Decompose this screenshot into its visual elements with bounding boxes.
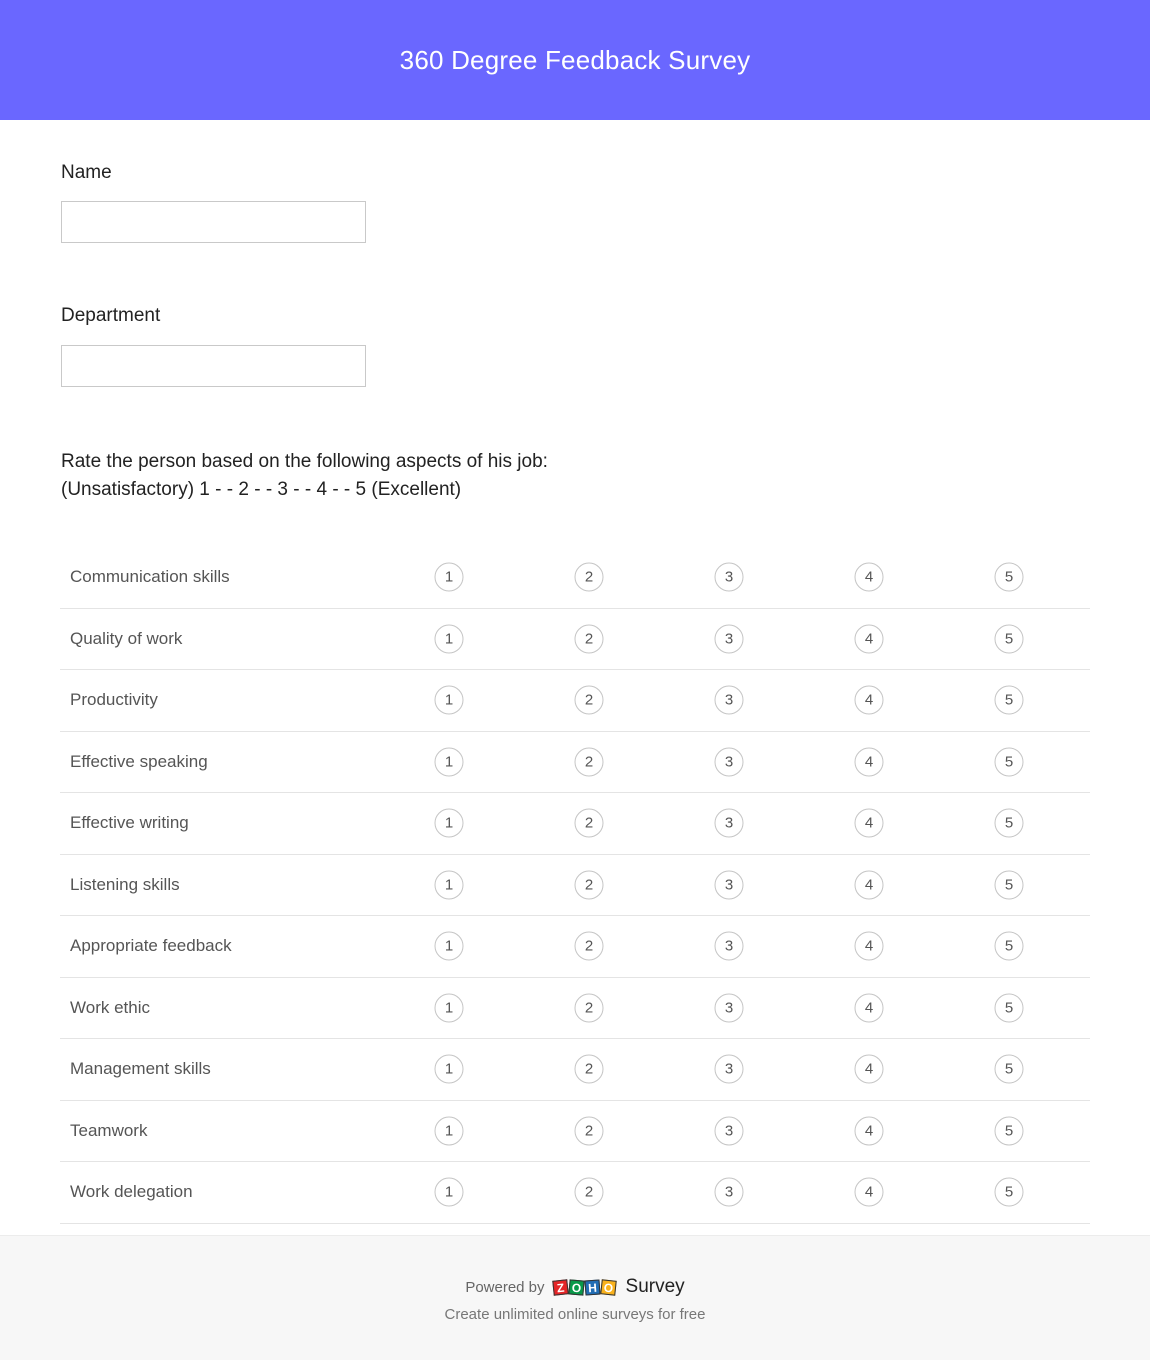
rating-option-3[interactable]: 3: [715, 1178, 744, 1207]
rating-option-4[interactable]: 4: [855, 870, 884, 899]
matrix-row: [60, 793, 1090, 855]
row-label: Work ethic: [70, 997, 150, 1017]
rating-option-2[interactable]: 2: [575, 1116, 604, 1145]
rating-option-1[interactable]: 1: [435, 747, 464, 776]
survey-header: [0, 0, 1150, 120]
rating-option-5[interactable]: 5: [995, 1116, 1024, 1145]
rating-option-5[interactable]: 5: [995, 1055, 1024, 1084]
powered-by: [0, 1276, 1150, 1298]
rating-option-4[interactable]: 4: [855, 1178, 884, 1207]
zoho-logo-o2: O: [600, 1279, 616, 1295]
rating-option-2[interactable]: 2: [575, 1178, 604, 1207]
row-label: Listening skills: [70, 874, 180, 894]
rating-option-1[interactable]: 1: [435, 1055, 464, 1084]
rating-option-3[interactable]: 3: [715, 686, 744, 715]
rating-option-1[interactable]: 1: [435, 870, 464, 899]
rating-option-1[interactable]: 1: [435, 1116, 464, 1145]
name-label: Name: [61, 162, 112, 183]
row-label: Effective writing: [70, 813, 189, 833]
rating-option-3[interactable]: 3: [715, 809, 744, 838]
rating-option-4[interactable]: 4: [855, 809, 884, 838]
rating-option-2[interactable]: 2: [575, 993, 604, 1022]
zoho-logo-h: H: [584, 1279, 600, 1295]
rating-option-1[interactable]: 1: [435, 686, 464, 715]
rating-option-1[interactable]: 1: [435, 809, 464, 838]
matrix-row: [60, 1039, 1090, 1101]
rating-option-3[interactable]: 3: [715, 932, 744, 961]
matrix-row: [60, 1101, 1090, 1163]
row-label: Work delegation: [70, 1182, 193, 1202]
matrix-row: [60, 855, 1090, 917]
matrix-row: [60, 547, 1090, 609]
rating-option-4[interactable]: 4: [855, 932, 884, 961]
survey-title: 360 Degree Feedback Survey: [399, 44, 751, 75]
row-label: Appropriate feedback: [70, 936, 232, 956]
footer: [0, 1235, 1150, 1360]
department-input[interactable]: [61, 345, 366, 387]
rating-option-5[interactable]: 5: [995, 563, 1024, 592]
rating-option-2[interactable]: 2: [575, 932, 604, 961]
rating-option-4[interactable]: 4: [855, 1055, 884, 1084]
rating-option-1[interactable]: 1: [435, 563, 464, 592]
rating-option-2[interactable]: 2: [575, 686, 604, 715]
department-label: Department: [61, 305, 161, 326]
survey-product-name: Survey: [625, 1276, 685, 1297]
rating-matrix: [60, 547, 1090, 1224]
rating-option-4[interactable]: 4: [855, 686, 884, 715]
matrix-row: [60, 732, 1090, 794]
matrix-row: [60, 609, 1090, 671]
row-label: Teamwork: [70, 1120, 148, 1140]
zoho-logo-z: Z: [552, 1279, 568, 1295]
rating-option-5[interactable]: 5: [995, 870, 1024, 899]
rating-option-2[interactable]: 2: [575, 1055, 604, 1084]
rating-option-5[interactable]: 5: [995, 932, 1024, 961]
powered-by-text: Powered by: [465, 1278, 545, 1296]
rating-option-2[interactable]: 2: [575, 747, 604, 776]
rating-option-5[interactable]: 5: [995, 1178, 1024, 1207]
rating-option-2[interactable]: 2: [575, 563, 604, 592]
row-label: Management skills: [70, 1059, 211, 1079]
rating-option-5[interactable]: 5: [995, 686, 1024, 715]
rating-option-1[interactable]: 1: [435, 1178, 464, 1207]
rating-option-1[interactable]: 1: [435, 624, 464, 653]
row-label: Productivity: [70, 690, 158, 710]
question-text: Rate the person based on the following aspects of his job:: [61, 451, 548, 472]
rating-option-5[interactable]: 5: [995, 993, 1024, 1022]
rating-option-1[interactable]: 1: [435, 993, 464, 1022]
matrix-row: [60, 978, 1090, 1040]
rating-option-4[interactable]: 4: [855, 563, 884, 592]
footer-tagline[interactable]: Create unlimited online surveys for free: [444, 1306, 706, 1323]
rating-option-1[interactable]: 1: [435, 932, 464, 961]
rating-option-5[interactable]: 5: [995, 809, 1024, 838]
rating-option-3[interactable]: 3: [715, 993, 744, 1022]
rating-option-3[interactable]: 3: [715, 1055, 744, 1084]
row-label: Effective speaking: [70, 751, 208, 771]
rating-option-4[interactable]: 4: [855, 747, 884, 776]
rating-option-2[interactable]: 2: [575, 624, 604, 653]
rating-question: [61, 448, 548, 504]
name-input[interactable]: [61, 201, 366, 243]
rating-option-3[interactable]: 3: [715, 563, 744, 592]
rating-option-2[interactable]: 2: [575, 809, 604, 838]
rating-option-4[interactable]: 4: [855, 993, 884, 1022]
rating-option-3[interactable]: 3: [715, 747, 744, 776]
rating-option-3[interactable]: 3: [715, 624, 744, 653]
row-label: Communication skills: [70, 567, 230, 587]
rating-option-5[interactable]: 5: [995, 747, 1024, 776]
scale-description: (Unsatisfactory) 1 - - 2 - - 3 - - 4 - - 5 (Excellent): [61, 479, 462, 500]
matrix-row: [60, 916, 1090, 978]
matrix-row: [60, 670, 1090, 732]
zoho-logo[interactable]: [553, 1280, 616, 1295]
rating-option-5[interactable]: 5: [995, 624, 1024, 653]
matrix-row: [60, 1162, 1090, 1224]
rating-option-4[interactable]: 4: [855, 1116, 884, 1145]
zoho-logo-o: O: [568, 1279, 584, 1295]
row-label: Quality of work: [70, 628, 183, 648]
rating-option-2[interactable]: 2: [575, 870, 604, 899]
rating-option-3[interactable]: 3: [715, 1116, 744, 1145]
rating-option-3[interactable]: 3: [715, 870, 744, 899]
rating-option-4[interactable]: 4: [855, 624, 884, 653]
